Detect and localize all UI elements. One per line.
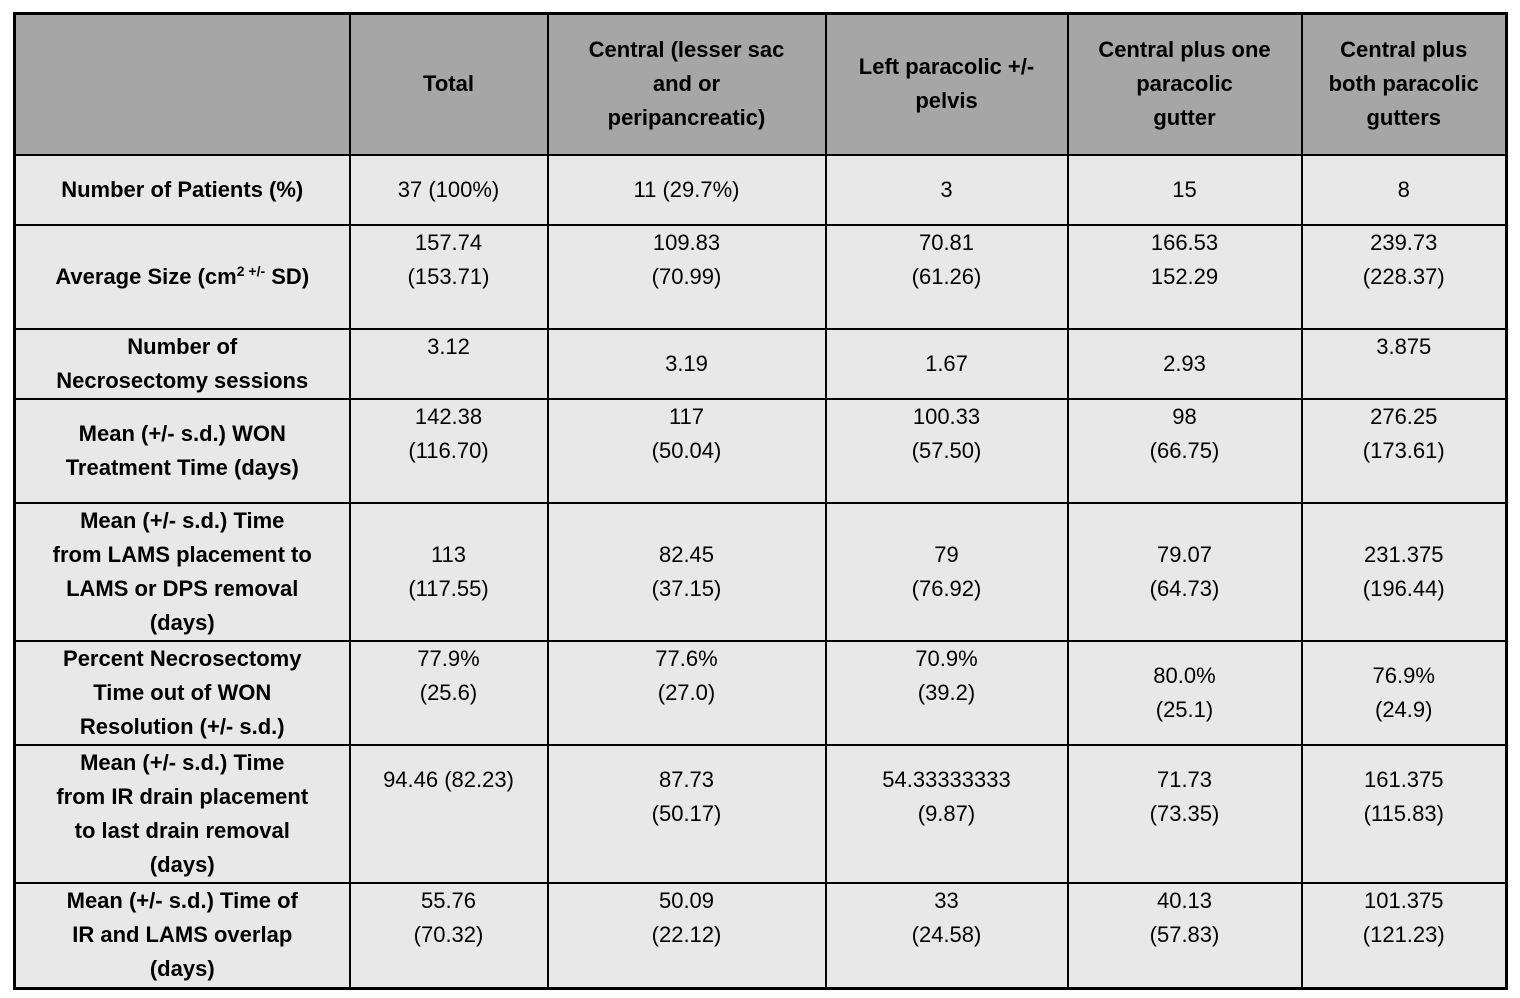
table-cell: 157.74 (153.71) [350, 225, 548, 329]
table-row-won-treatment-time [15, 399, 1507, 503]
header-total: Total [350, 14, 548, 155]
table-cell: 37 (100%) [350, 155, 548, 225]
header-left-paracolic: Left paracolic +/- pelvis [826, 14, 1068, 155]
table-cell: 15 [1068, 155, 1302, 225]
table-cell: 70.81 (61.26) [826, 225, 1068, 329]
table-cell: 70.9% (39.2) [826, 641, 1068, 745]
table-cell: 161.375 (115.83) [1302, 745, 1507, 883]
table-cell: 231.375 (196.44) [1302, 503, 1507, 641]
table-cell: 79 (76.92) [826, 503, 1068, 641]
table-cell: 50.09 (22.12) [548, 883, 826, 989]
row-label: Number of Patients (%) [15, 155, 350, 225]
table-row-percent-necrosectomy [15, 641, 1507, 745]
table-cell: 166.53 152.29 [1068, 225, 1302, 329]
table-row-number-of-patients [15, 155, 1507, 225]
header-central-plus-both: Central plus both paracolic gutters [1302, 14, 1507, 155]
table-cell: 40.13 (57.83) [1068, 883, 1302, 989]
header-central-plus-one: Central plus one paracolic gutter [1068, 14, 1302, 155]
row-label: Mean (+/- s.d.) Time from IR drain placement to last drain removal (days) [15, 745, 350, 883]
table-cell: 2.93 [1068, 329, 1302, 399]
table-cell: 100.33 (57.50) [826, 399, 1068, 503]
row-label: Percent Necrosectomy Time out of WON Resolution (+/- s.d.) [15, 641, 350, 745]
table-cell: 142.38 (116.70) [350, 399, 548, 503]
table-row-ir-lams-overlap [15, 883, 1507, 989]
table-cell: 82.45 (37.15) [548, 503, 826, 641]
table-cell: 76.9% (24.9) [1302, 641, 1507, 745]
table-row-lams-time [15, 503, 1507, 641]
row-label-post: SD) [265, 263, 310, 289]
row-label: Number of Necrosectomy sessions [15, 329, 350, 399]
row-label-superscript: 2 +/- [236, 262, 266, 279]
table-row-necrosectomy-sessions [15, 329, 1507, 399]
table-cell: 77.6% (27.0) [548, 641, 826, 745]
table-row-ir-drain-time [15, 745, 1507, 883]
table-cell: 33 (24.58) [826, 883, 1068, 989]
header-central: Central (lesser sac and or peripancreatic) [548, 14, 826, 155]
table-header-row [15, 14, 1507, 155]
table-cell: 101.375 (121.23) [1302, 883, 1507, 989]
table-row-average-size [15, 225, 1507, 329]
table-cell: 113 (117.55) [350, 503, 548, 641]
row-label: Mean (+/- s.d.) Time of IR and LAMS overlap (days) [15, 883, 350, 989]
table-cell: 3.875 [1302, 329, 1507, 399]
row-label: Mean (+/- s.d.) WON Treatment Time (days) [15, 399, 350, 503]
table-cell: 79.07 (64.73) [1068, 503, 1302, 641]
table-cell: 1.67 [826, 329, 1068, 399]
table-cell: 80.0% (25.1) [1068, 641, 1302, 745]
table-cell: 276.25 (173.61) [1302, 399, 1507, 503]
table-cell: 77.9% (25.6) [350, 641, 548, 745]
row-label-pre: Average Size (cm [55, 263, 237, 289]
table-cell: 239.73 (228.37) [1302, 225, 1507, 329]
table-cell: 54.33333333 (9.87) [826, 745, 1068, 883]
table-cell: 71.73 (73.35) [1068, 745, 1302, 883]
table-cell: 117 (50.04) [548, 399, 826, 503]
table-cell: 3.19 [548, 329, 826, 399]
table-cell: 11 (29.7%) [548, 155, 826, 225]
table-cell: 94.46 (82.23) [350, 745, 548, 883]
won-outcomes-table [13, 12, 1508, 990]
row-label [15, 225, 350, 329]
table-cell: 3.12 [350, 329, 548, 399]
table-cell: 87.73 (50.17) [548, 745, 826, 883]
row-label: Mean (+/- s.d.) Time from LAMS placement to LAMS or DPS removal (days) [15, 503, 350, 641]
table-cell: 109.83 (70.99) [548, 225, 826, 329]
table-cell: 98 (66.75) [1068, 399, 1302, 503]
table-cell: 8 [1302, 155, 1507, 225]
table-cell: 55.76 (70.32) [350, 883, 548, 989]
header-blank-cell [15, 14, 350, 155]
table-cell: 3 [826, 155, 1068, 225]
